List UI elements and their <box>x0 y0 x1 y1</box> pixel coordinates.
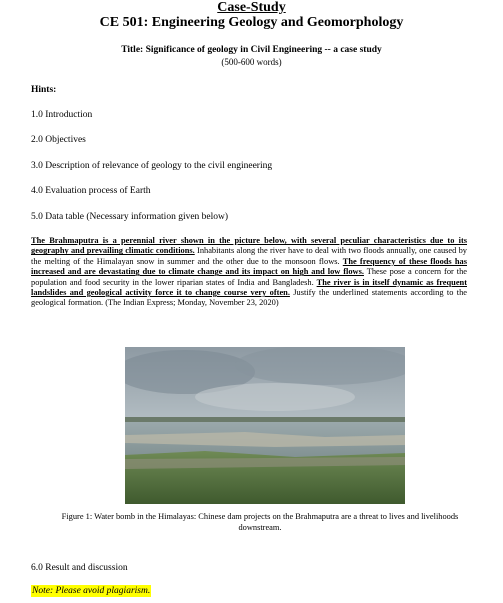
case-paragraph <box>31 236 467 309</box>
hint-item: 3.0 Description of relevance of geology to the civil engineering <box>31 161 273 171</box>
paragraph-text: Justify the underlined statements according to the geological formation. (The Indian Express; Monday, November 23, 2020) <box>31 288 467 308</box>
hint-item: 1.0 Introduction <box>31 110 93 120</box>
underlined-statement: The frequency of these floods has increased and are devastating due to climate change and its impact on high and low flows. <box>31 256 467 277</box>
assignment-title: Title: Significance of geology in Civil Engineering -- a case study <box>121 45 382 55</box>
paragraph-text: These pose a concern for the population and food security in the lower riparian states of India and Bangladesh. <box>31 267 467 287</box>
hint-item: 4.0 Evaluation process of Earth <box>31 186 151 196</box>
hints-label: Hints: <box>31 85 57 95</box>
word-count: (500-600 words) <box>221 57 282 67</box>
paragraph-text: Inhabitants along the river have to deal with two floods annually, one caused by the melting of the Himalayan snow in summer and the other due to the monsoon flows. <box>31 246 467 266</box>
underlined-statement: The Brahmaputra is a perennial river shown in the picture below, with several peculiar characteristics due to its geography and prevailing climatic conditions. <box>31 236 467 256</box>
river-photo <box>125 347 405 504</box>
document-type: Case-Study <box>217 0 286 15</box>
course-title: CE 501: Engineering Geology and Geomorphology <box>99 15 404 30</box>
result-heading: 6.0 Result and discussion <box>31 563 128 573</box>
figure-caption: Figure 1: Water bomb in the Himalayas: Chinese dam projects on the Brahmaputra are a threat to lives and livelihoods downstream. <box>61 512 459 532</box>
plagiarism-note: Note: Please avoid plagiarism. <box>32 586 151 596</box>
underlined-statement: The river is in itself dynamic as frequent landslides and geological activity force it to change course very often. <box>31 277 467 298</box>
hint-item: 5.0 Data table (Necessary information given below) <box>31 212 229 222</box>
hint-item: 2.0 Objectives <box>31 135 86 145</box>
